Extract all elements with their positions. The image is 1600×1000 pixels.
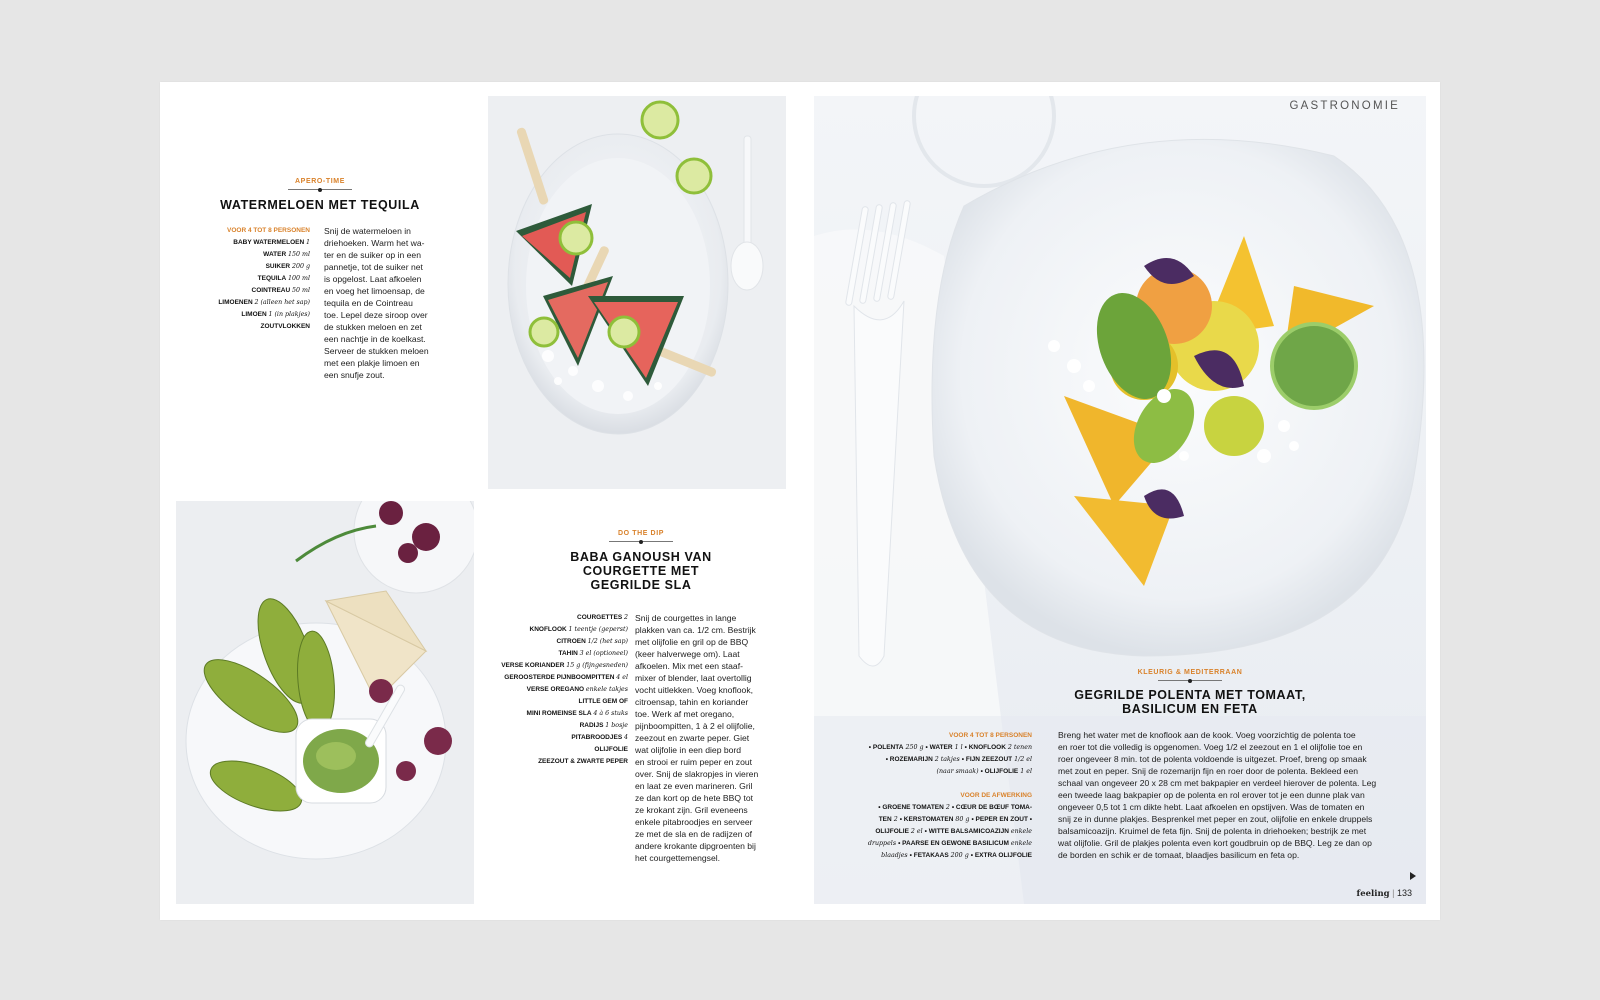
instruction-line: Serveer de stukken meloen	[324, 346, 429, 356]
ingredient-name: • WATER	[925, 744, 953, 751]
ingredient-row	[460, 720, 628, 732]
ingredient-qty: 15 g (fijngesneden)	[566, 662, 628, 669]
instruction-line: wat olijfolie. Gril de plakjes polenta even kort goudbruin op de BBQ. Leg ze dan op	[1058, 838, 1372, 848]
ingredient-name: VERSE OREGANO	[526, 686, 585, 693]
instruction-line: is opgelost. Laat afkoelen	[324, 274, 422, 284]
instruction-line: plakken van ca. 1/2 cm. Bestrijk	[635, 625, 756, 635]
magazine-spread	[160, 82, 1440, 920]
ingredient-qty: enkele	[1008, 840, 1032, 847]
instruction-line: zeezout en zwarte peper. Giet	[635, 733, 750, 743]
recipe3-title	[1040, 688, 1340, 716]
ingredient-name: TEN	[878, 816, 892, 823]
instruction-line: ze dan kort op de hete BBQ tot	[635, 793, 754, 803]
ingredient-row	[210, 309, 310, 321]
instruction-line: toe. Lepel deze siroop over	[324, 310, 428, 320]
ingredient-name: • KNOFLOOK	[964, 744, 1006, 751]
recipe3-serves: VOOR 4 TOT 8 PERSONEN	[949, 732, 1032, 739]
instruction-line: met een plakje limoen en	[324, 358, 420, 368]
ingredient-row	[210, 285, 310, 297]
recipe1-serves: VOOR 4 TOT 8 PERSONEN	[227, 227, 310, 234]
instruction-line: enkele pitabroodjes en serveer	[635, 817, 753, 827]
instruction-line: en laat ze even marineren. Gril	[635, 781, 753, 791]
ingredient-qty: blaadjes	[881, 852, 910, 859]
ingredient-qty: 3 el (optioneel)	[579, 650, 628, 657]
ingredient-name: VERSE KORIANDER	[501, 662, 565, 669]
instruction-line: vocht uitlekken. Voeg knoflook,	[635, 685, 754, 695]
kicker-rule	[1158, 680, 1222, 681]
footer-separator: |	[1392, 888, 1395, 898]
instruction-line: en roer tot die volledig is opgenomen. Voeg 1/2 el zeezout en 1 el olijfolie toe en	[1058, 742, 1363, 752]
recipe3-kicker: KLEURIG & MEDITERRAAN	[1137, 669, 1243, 676]
recipe2-block	[536, 530, 746, 592]
ingredient-name: LITTLE GEM OF	[578, 698, 628, 705]
title-line: GEGRILDE POLENTA MET TOMAAT,	[1074, 688, 1306, 702]
instruction-line: een snufje zout.	[324, 370, 385, 380]
instruction-line: en voeg het limoensap, de	[324, 286, 425, 296]
ingredient-qty: 2 tenen	[1005, 744, 1032, 751]
instruction-line: met olijfolie en gril op de BBQ	[635, 637, 749, 647]
instruction-line: pannetje, tot de suiker net	[324, 262, 423, 272]
ingredient-name: ZEEZOUT & ZWARTE PEPER	[538, 758, 628, 765]
ingredient-row	[460, 732, 628, 744]
recipe2-kicker: DO THE DIP	[617, 530, 665, 537]
ingredient-name: • FIJN ZEEZOUT	[961, 756, 1013, 763]
ingredient-row	[460, 612, 628, 624]
instruction-line: de borden en schik er de tomaat, blaadjes basilicum en feta op.	[1058, 850, 1300, 860]
title-line: BABA GANOUSH VAN	[570, 550, 712, 564]
ingredient-row	[850, 814, 1032, 826]
ingredient-qty: 200 g	[948, 852, 971, 859]
instruction-line: het courgettemengsel.	[635, 853, 721, 863]
ingredient-name: LIMOEN	[241, 311, 267, 318]
ingredient-name: • PEPER EN ZOUT •	[971, 816, 1032, 823]
recipe1-ingredients	[210, 225, 310, 333]
instruction-line: Breng het water met de knoflook aan de kook. Voeg voorzichtig de polenta toe	[1058, 730, 1356, 740]
ingredient-qty: 2 (alleen het sap)	[254, 299, 310, 306]
ingredient-row	[210, 321, 310, 333]
instruction-line: Snij de watermeloen in	[324, 226, 411, 236]
ingredient-name: GEROOSTERDE PIJNBOOMPITTEN	[504, 674, 615, 681]
section-label: GASTRONOMIE	[1289, 100, 1400, 112]
ingredient-row	[460, 684, 628, 696]
ingredient-qty: 150 ml	[287, 251, 310, 258]
instruction-line: Snij de courgettes in lange	[635, 613, 737, 623]
ingredient-qty: 2 el	[908, 828, 925, 835]
magazine-name: feeling	[1356, 889, 1390, 899]
instruction-line: citroensap, tahin en koriander	[635, 697, 749, 707]
ingredient-row	[210, 261, 310, 273]
ingredient-name: RADIJS	[579, 722, 604, 729]
ingredient-row	[210, 237, 310, 249]
ingredient-qty: 200 g	[291, 263, 310, 270]
instruction-line: pijnboompitten, 1 à 2 el olijfolie,	[635, 721, 755, 731]
instruction-line: een tweede laag bakpapier op de polenta en rol erover tot je een dunne plak van	[1058, 790, 1365, 800]
instruction-line: roer ongeveer 8 min. tot de polenta voldoende is uitgezet. Proef, breng op smaak	[1058, 754, 1367, 764]
recipe3-ingredients	[850, 730, 1032, 862]
ingredient-name: • ROZEMARIJN	[885, 756, 933, 763]
ingredient-name: SUIKER	[265, 263, 291, 270]
instruction-line: schaal van ongeveer 20 x 28 cm met bakpapier en verdeel hierover de polenta. Leg	[1058, 778, 1377, 788]
ingredient-qty: 1 l	[952, 744, 965, 751]
ingredient-qty: 2 takjes	[932, 756, 962, 763]
ingredient-qty: 50 ml	[292, 287, 310, 294]
ingredient-qty: 4 à 6 stuks	[593, 710, 628, 717]
ingredient-name: TAHIN	[558, 650, 578, 657]
ingredient-qty: (naar smaak)	[936, 768, 981, 775]
ingredient-row	[850, 754, 1032, 766]
ingredient-qty: 2	[943, 804, 952, 811]
title-line: BASILICUM EN FETA	[1122, 702, 1258, 716]
ingredient-row	[850, 826, 1032, 838]
ingredient-qty: 2	[891, 816, 900, 823]
ingredient-row	[460, 636, 628, 648]
ingredient-name: COURGETTES	[577, 614, 623, 621]
instruction-line: over. Snij de slakropjes in vieren	[635, 769, 759, 779]
instruction-line: de stukken meloen en zet	[324, 322, 422, 332]
ingredient-row	[850, 838, 1032, 850]
ingredient-row	[460, 624, 628, 636]
recipe1-instructions	[324, 225, 444, 381]
ingredient-qty: 1 (in plakjes)	[268, 311, 310, 318]
instruction-line: afkoelen. Mix met een staaf-	[635, 661, 743, 671]
ingredient-name: BABY WATERMELOEN	[233, 239, 305, 246]
baba-ganoush-photo	[176, 501, 474, 904]
title-line: GEGRILDE SLA	[590, 578, 692, 592]
kicker-rule	[609, 541, 673, 542]
ingredient-row	[460, 660, 628, 672]
instruction-line: tequila en de Cointreau	[324, 298, 413, 308]
ingredient-name: PITABROODJES	[571, 734, 623, 741]
page-number: 133	[1396, 888, 1412, 898]
recipe1-block	[220, 178, 420, 212]
ingredient-qty: 4 el	[616, 674, 628, 681]
ingredient-name: COINTREAU	[251, 287, 291, 294]
ingredient-name: • OLIJFOLIE	[980, 768, 1019, 775]
ingredient-qty: druppels	[867, 840, 899, 847]
ingredient-qty: 1 bosje	[605, 722, 628, 729]
ingredient-row	[460, 696, 628, 708]
ingredient-row	[460, 648, 628, 660]
ingredient-row	[210, 297, 310, 309]
ingredient-qty: enkele takjes	[585, 686, 628, 693]
recipe2-instructions	[635, 612, 775, 864]
ingredient-name: MINI ROMEINSE SLA	[526, 710, 592, 717]
ingredient-row	[850, 850, 1032, 862]
ingredient-name: TEQUILA	[257, 275, 287, 282]
ingredient-name: • PAARSE EN GEWONE BASILICUM	[898, 840, 1009, 847]
instruction-line: driehoeken. Warm het wa-	[324, 238, 425, 248]
ingredient-name: • EXTRA OLIJFOLIE	[970, 852, 1032, 859]
instruction-line: met zout en peper. Snij de rozemarijn fijn en roer door de polenta. Bekleed een	[1058, 766, 1359, 776]
instruction-line: ongeveer 0,5 tot 1 cm dikte hebt. Laat afkoelen en opstijven. Was de tomaten en	[1058, 802, 1365, 812]
instruction-line: (keer halverwege om). Laat	[635, 649, 740, 659]
instruction-line: toe. Werk af met oregano,	[635, 709, 735, 719]
ingredient-qty: 100 ml	[287, 275, 310, 282]
ingredient-name: • KERSTOMATEN	[899, 816, 954, 823]
recipe2-ingredients	[460, 612, 628, 768]
instruction-line: ze met de sla en de radijzen of	[635, 829, 753, 839]
ingredient-name: • WITTE BALSAMICOAZIJN	[924, 828, 1009, 835]
ingredient-name: OLIJFOLIE	[594, 746, 628, 753]
recipe3-block	[1040, 669, 1340, 716]
watermelon-photo	[488, 96, 786, 489]
ingredient-qty: 1 teentje (geperst)	[568, 626, 628, 633]
ingredient-row	[460, 756, 628, 768]
ingredient-qty: 4	[623, 734, 628, 741]
ingredient-row	[850, 742, 1032, 754]
ingredient-name: KNOFLOOK	[529, 626, 567, 633]
ingredient-qty: 250 g	[903, 744, 926, 751]
instruction-line: wat olijfolie in een diep bord	[635, 745, 742, 755]
instruction-line: andere krokante dipgroenten bij	[635, 841, 756, 851]
ingredient-qty: 80 g	[953, 816, 972, 823]
recipe3-instructions	[1058, 729, 1398, 861]
instruction-line: en strooi er ruim peper en zout	[635, 757, 753, 767]
ingredient-row	[460, 672, 628, 684]
ingredient-name: OLIJFOLIE	[875, 828, 909, 835]
ingredient-name: • POLENTA	[868, 744, 904, 751]
ingredient-name: • GROENE TOMATEN	[878, 804, 944, 811]
kicker-rule	[288, 189, 352, 190]
garnish-heading: VOOR DE AFWERKING	[960, 792, 1032, 799]
instruction-line: snij ze in dunne plakjes. Besprenkel met peper en zout, olijfolie en enkele druppels	[1058, 814, 1373, 824]
ingredient-qty: 2	[623, 614, 628, 621]
ingredient-qty: 1/2 (het sap)	[587, 638, 628, 645]
recipe1-kicker: APERO-TIME	[295, 178, 345, 185]
instruction-line: ter en de suiker op in een	[324, 250, 421, 260]
ingredient-name: LIMOENEN	[218, 299, 253, 306]
ingredient-name: CITROEN	[556, 638, 586, 645]
ingredient-row	[850, 766, 1032, 778]
recipe2-title	[536, 550, 746, 592]
page-footer	[1280, 888, 1412, 899]
ingredient-name: • CŒUR DE BŒUF TOMA-	[951, 804, 1032, 811]
ingredient-name: ZOUTVLOKKEN	[260, 323, 310, 330]
ingredient-qty: 1	[305, 239, 310, 246]
instruction-line: een nachtje in de koelkast.	[324, 334, 426, 344]
ingredient-row	[460, 708, 628, 720]
title-line: COURGETTE MET	[582, 564, 700, 578]
ingredient-row	[210, 273, 310, 285]
ingredient-row	[850, 802, 1032, 814]
ingredient-qty: 1 el	[1018, 768, 1032, 775]
instruction-line: mixer of blender, laat overtollig	[635, 673, 752, 683]
recipe1-title: WATERMELOEN MET TEQUILA	[220, 198, 420, 212]
instruction-line: ze krokant zijn. Gril eveneens	[635, 805, 748, 815]
instruction-line: balsamicoazijn. Kruimel de feta fijn. Snij de polenta in driehoeken; bestrijk ze met	[1058, 826, 1367, 836]
ingredient-name: WATER	[263, 251, 287, 258]
next-icon[interactable]	[1410, 872, 1416, 880]
ingredient-row	[210, 249, 310, 261]
ingredient-name: • FETAKAAS	[909, 852, 949, 859]
ingredient-row	[460, 744, 628, 756]
ingredient-qty: 1/2 el	[1012, 756, 1032, 763]
ingredient-qty: enkele	[1008, 828, 1032, 835]
